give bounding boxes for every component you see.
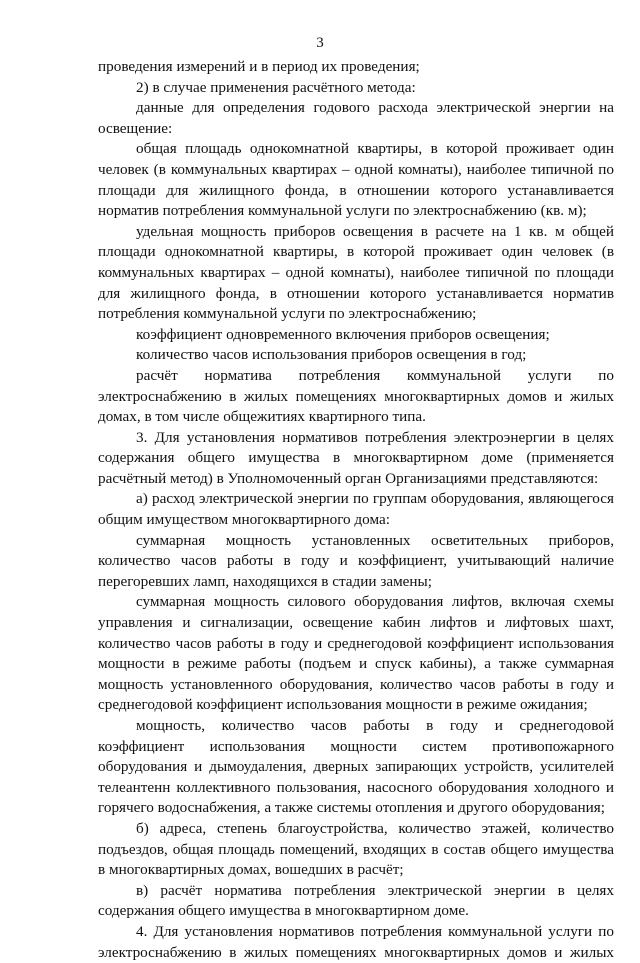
- paragraph-item-3c: в) расчёт норматива потребления электрической энергии в целях содержания общего имущества в многоквартирном доме.: [98, 881, 614, 920]
- paragraph-specific-power: удельная мощность приборов освещения в расчете на 1 кв. м общей площади однокомнатной квартиры, в которой проживает один человек (в коммунальных квартирах – одной комнаты), наиболее типичной по площади для жилищного фонда, в отношении которого устанавливается норматив потребления коммунальной услуги по электроснабжению;: [98, 222, 614, 323]
- paragraph-usage-hours: количество часов использования приборов освещения в год;: [136, 346, 527, 364]
- paragraph-item-3b: б) адреса, степень благоустройства, количество этажей, количество подъездов, общая площадь помещений, входящих в состав общего имущества в многоквартирных домах, вошедших в расчёт;: [98, 819, 614, 879]
- paragraph-item-2: 2) в случае применения расчётного метода:: [136, 78, 416, 96]
- paragraph-item-3a: а) расход электрической энергии по группам оборудования, являющегося общим имуществом многоквартирного дома:: [98, 490, 614, 529]
- paragraph-apartment-area: общая площадь однокомнатной квартиры, в которой проживает один человек (в коммунальных квартирах – одной комнаты), наиболее типичной по площади для жилищного фонда, в отношении которого устанавливается норматив потребления коммунальной услуги по электроснабжению (кв. м);: [98, 140, 614, 220]
- paragraph-other-systems: мощность, количество часов работы в году и среднегодовой коэффициент использования мощности систем противопожарного оборудования и дымоудаления, дверных запирающих устройств, усилителей телеантенн коллективного пользования, насосного оборудования холодного и горячего водоснабжения, а также системы отопления и другого оборудования;: [98, 717, 614, 817]
- paragraph-simultaneity-coefficient: коэффициент одновременного включения приборов освещения;: [136, 325, 550, 343]
- paragraph-elevator-equipment: суммарная мощность силового оборудования лифтов, включая схемы управления и сигнализации, освещение кабин лифтов и лифтовых шахт, количество часов работы в году и среднегодовой коэффициент использования мощности в режиме работы (подъем и спуск кабины), а также суммарная мощность установленного оборудования, количество часов работы в году и среднегодовой коэффициент использования мощности в режиме ожидания;: [98, 593, 614, 714]
- paragraph-lighting-data: данные для определения годового расхода электрической энергии на освещение:: [98, 99, 614, 137]
- paragraph-norm-calculation: расчёт норматива потребления коммунальной услуги по электроснабжению в жилых помещениях многоквартирных домов и жилых домах, в том числе общежитиях квартирного типа.: [98, 366, 614, 426]
- page-number: 3: [316, 35, 324, 51]
- paragraph-item-4: 4. Для установления нормативов потребления коммунальной услуги по электроснабжению в жилых помещениях многоквартирных домов и жилых: [98, 922, 614, 961]
- paragraph-lighting-fixtures: суммарная мощность установленных осветительных приборов, количество часов работы в году и коэффициент, учитывающий наличие перегоревших ламп, находящихся в стадии замены;: [98, 531, 614, 590]
- paragraph-item-3: 3. Для установления нормативов потребления электроэнергии в целях содержания общего имущества в многоквартирном доме (применяется расчётный метод) в Уполномоченный орган Организациями представляются:: [98, 428, 614, 487]
- document-body: [98, 57, 614, 963]
- paragraph-continuation: проведения измерений и в период их проведения;: [98, 58, 420, 75]
